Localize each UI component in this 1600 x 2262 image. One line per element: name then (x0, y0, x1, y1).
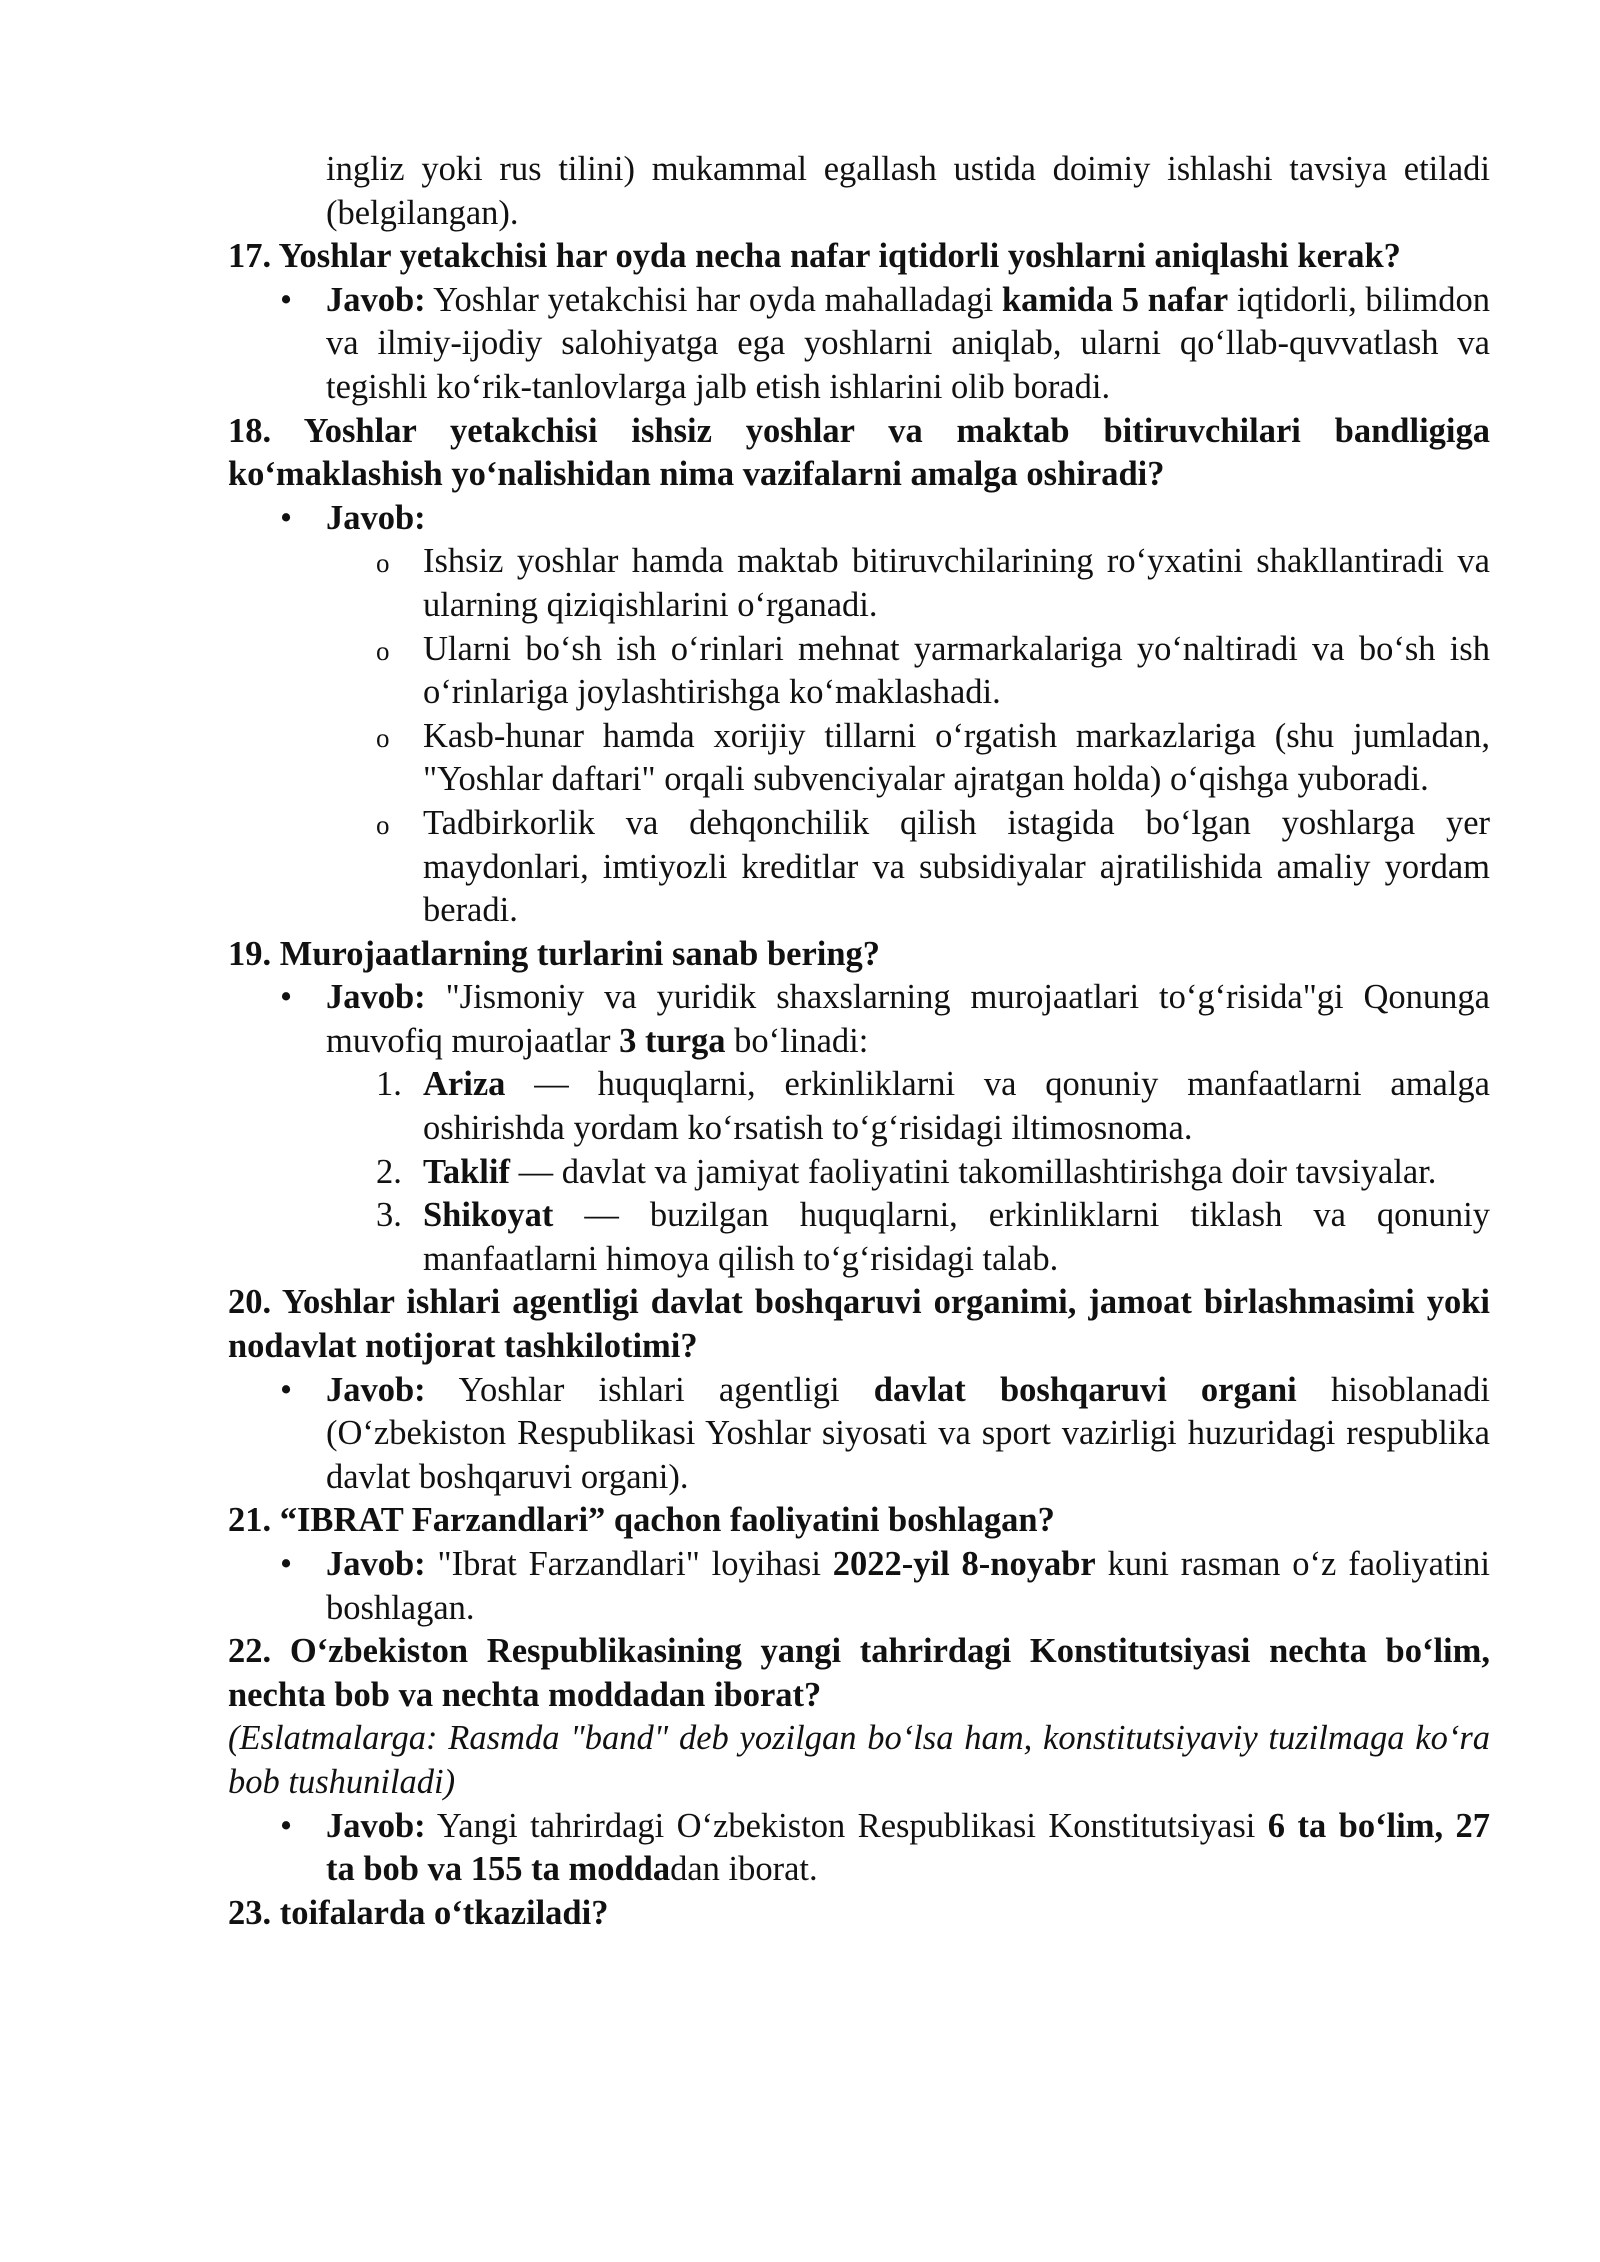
text: "Jismoniy va yuridik shaxslarning murojaatlari to‘g‘risida"gi Qonunga muvofiq murojaatlar (326, 978, 1490, 1060)
text: Ishsiz yoshlar hamda maktab bitiruvchilarining ro‘yxatini shakllantiradi va ularning qiziqishlarini o‘rganadi. (423, 542, 1490, 624)
text: Yangi tahrirdagi O‘zbekiston Respublikasi Konstitutsiyasi (425, 1806, 1268, 1845)
bold-text: Javob: (326, 1370, 426, 1409)
bullet-icon: • (280, 498, 293, 537)
text: dan iborat. (670, 1850, 818, 1889)
text: — davlat va jamiyat faoliyatini takomillashtirishga doir tavsiyalar. (509, 1152, 1437, 1191)
question (228, 410, 1490, 497)
text: 21. “IBRAT Farzandlari” qachon faoliyatini boshlagan? (228, 1501, 1055, 1540)
bold-text: Shikoyat (423, 1196, 554, 1235)
text: Tadbirkorlik va dehqonchilik qilish istagida bo‘lgan yoshlarga yer maydonlari, imtiyozli kreditlar va subsidiyalar ajratilishida amaliy yordam beradi. (423, 803, 1490, 930)
bold-text: Javob: (326, 978, 426, 1017)
text: hisoblanadi (O‘zbekiston Respublikasi Yoshlar siyosati va sport vazirligi huzuridagi respublika davlat boshqaruvi organi). (326, 1370, 1490, 1496)
text: Kasb-hunar hamda xorijiy tillarni o‘rgatish markazlariga (shu jumladan, "Yoshlar daftari" orqali subvenciyalar ajratgan holda) o‘qishga yuboradi. (423, 716, 1490, 799)
bullet-icon: • (280, 1370, 293, 1409)
item-number: 1. (376, 1065, 402, 1104)
bullet-icon: • (280, 280, 293, 319)
text: 17. Yoshlar yetakchisi har oyda necha nafar iqtidorli yoshlarni aniqlashi kerak? (228, 237, 1401, 276)
question (228, 933, 1490, 977)
bullet-icon: • (280, 978, 293, 1017)
answer (228, 1543, 1490, 1630)
circle-bullet-icon: o (376, 809, 390, 840)
bold-text: Taklif (423, 1152, 510, 1191)
text: kuni rasman o‘z faoliyatini boshlagan. (326, 1545, 1490, 1627)
text: (Eslatmalarga: Rasmda "band" deb yozilgan bo‘lsa ham, konstitutsiyaviy tuzilmaga ko‘ra bob tushuniladi) (228, 1719, 1490, 1801)
text: — buzilgan huquqlarni, erkinliklarni tiklash va qonuniy manfaatlarni himoya qilish to‘g‘risidagi talab. (423, 1196, 1490, 1278)
text: "Ibrat Farzandlari" loyihasi (425, 1545, 833, 1583)
bold-text: Javob: (326, 1545, 426, 1583)
text: — huquqlarni, erkinliklarni va qonuniy manfaatlarni amalga oshirishda yordam ko‘rsatish to‘g‘risidagi iltimosnoma. (423, 1065, 1490, 1148)
item-number: 2. (376, 1152, 402, 1191)
text: bo‘linadi: (725, 1021, 869, 1060)
bullet-icon: • (280, 1545, 293, 1583)
text: Yoshlar yetakchisi har oyda mahalladagi (425, 280, 1002, 319)
question (228, 1630, 1490, 1717)
text: 22. O‘zbekiston Respublikasining yangi tahrirdagi Konstitutsiyasi nechta bo‘lim, nechta bob va nechta moddadan iborat? (228, 1632, 1490, 1714)
text: 23. toifalarda o‘tkaziladi? (228, 1893, 609, 1932)
text: 18. Yoshlar yetakchisi ishsiz yoshlar va maktab bitiruvchilari bandligiga ko‘maklashish yo‘nalishidan nima vazifalarni amalga oshiradi? (228, 411, 1490, 494)
question (228, 235, 1490, 279)
question (228, 1499, 1490, 1543)
sub-item (228, 628, 1490, 715)
text: 20. Yoshlar ishlari agentligi davlat boshqaruvi organimi, jamoat birlashmasimi yoki nodavlat notijorat tashkilotimi? (228, 1283, 1490, 1366)
circle-bullet-icon: o (376, 548, 390, 579)
circle-bullet-icon: o (376, 635, 390, 666)
answer (228, 1805, 1490, 1892)
text: 19. Murojaatlarning turlarini sanab bering? (228, 934, 881, 973)
circle-bullet-icon: o (376, 722, 390, 753)
text: ingliz yoki rus tilini) mukammal egallash ustida doimiy ishlashi tavsiya etiladi (belgilangan). (326, 150, 1490, 232)
bold-text: Ariza (423, 1065, 506, 1104)
bold-text: 2022-yil 8-noyabr (832, 1545, 1096, 1583)
bold-text: davlat boshqaruvi organi (873, 1370, 1297, 1409)
bold-text: 3 turga (619, 1021, 726, 1060)
answer (228, 279, 1490, 410)
answer (228, 497, 1490, 541)
question (228, 1281, 1490, 1368)
bold-text: 6 ta bo‘lim, 27 ta bob va 155 ta modda (326, 1806, 1491, 1889)
text: Yoshlar ishlari agentligi (425, 1370, 874, 1409)
numbered-item (228, 1063, 1490, 1150)
question (228, 1892, 1490, 1936)
numbered-item (228, 1151, 1490, 1195)
note (228, 1717, 1490, 1804)
answer (228, 1369, 1490, 1500)
sub-item (228, 715, 1490, 802)
text: Ularni bo‘sh ish o‘rinlari mehnat yarmarkalariga yo‘naltiradi va bo‘sh ish o‘rinlariga joylashtirishga ko‘maklashadi. (423, 629, 1490, 712)
bullet-icon: • (280, 1806, 293, 1845)
answer (228, 976, 1490, 1063)
document-page (228, 148, 1490, 1935)
item-number: 3. (376, 1196, 402, 1235)
sub-item (228, 540, 1490, 627)
paragraph (228, 148, 1490, 235)
text: iqtidorli, bilimdon va ilmiy-ijodiy salohiyatga ega yoshlarni aniqlab, ularni qo‘llab-quvvatlash va tegishli ko‘rik-tanlovlarga jalb etish ishlarini olib boradi. (326, 280, 1490, 406)
sub-item (228, 802, 1490, 933)
bold-text: Javob: (326, 498, 426, 537)
bold-text: kamida 5 nafar (1001, 280, 1229, 319)
bold-text: Javob: (326, 1806, 426, 1845)
bold-text: Javob: (326, 280, 426, 319)
numbered-item (228, 1194, 1490, 1281)
